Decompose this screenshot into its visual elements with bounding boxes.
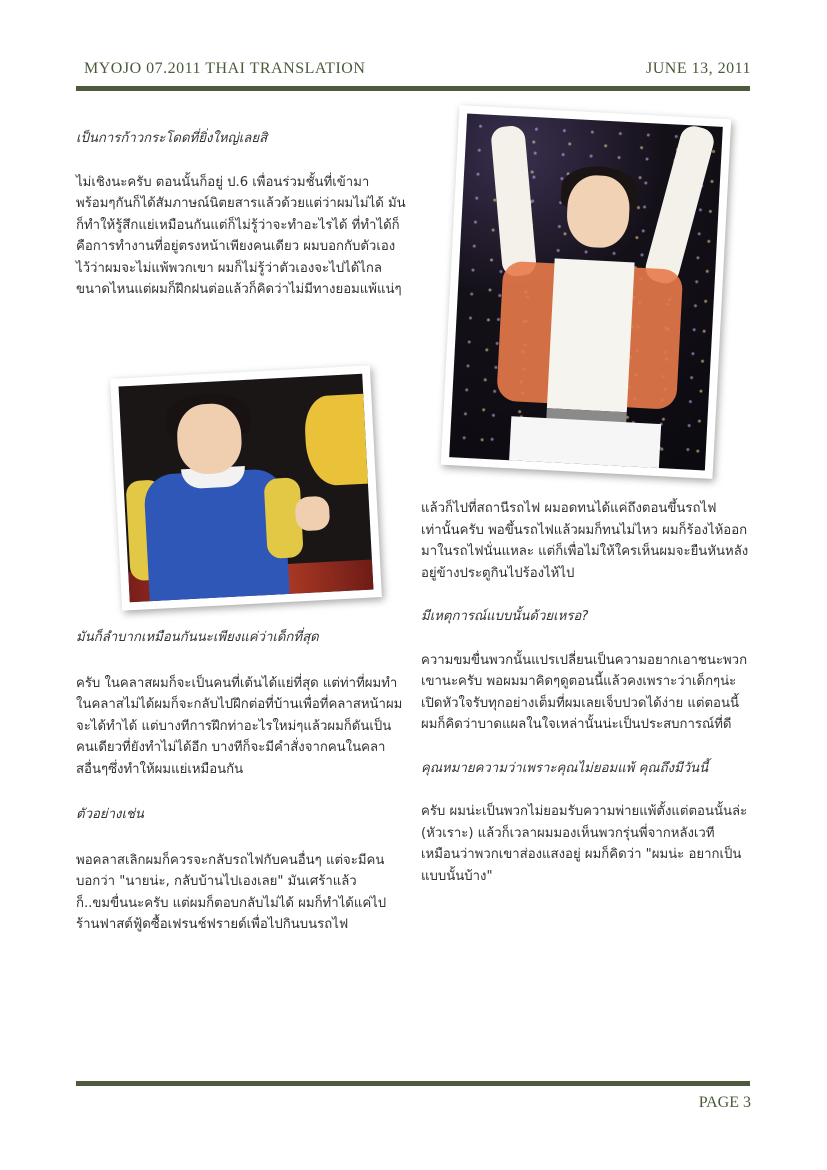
answer-4: ความขมขื่นพวกนั้นแปรเปลี่ยนเป็นความอยากเอาชนะพวกเขานะครับ พอผมมาคิดๆดูตอนนี้แล้วคงเพราะว่าเด็กๆน่ะเปิดหัวใจรับทุกอย่างเต็มที่ผมเลยเจ็บปวดได้ง่าย แต่ตอนนี้ผมก็คิดว่าบาดแผลในใจเหล่านั้นน่ะเป็นประสบการณ์ที่ดี bbox=[421, 652, 748, 732]
photo-white-shirt bbox=[547, 258, 635, 412]
photo-jacket-performance bbox=[110, 365, 382, 610]
answer-3: พอคลาสเลิกผมก็ควรจะกลับรถไฟกับคนอื่นๆ แต่จะมีคนบอกว่า "นายน่ะ, กลับบ้านไปเองเลย" มันเศร้าแล้วก็..ขมขื่นนะครับ แต่ผมก็ตอบกลับไม่ได้ ผมก็ทำได้แค่ไปร้านฟาสต์ฟู้ดซื้อเฟรนช์ฟรายด์เพื่อไปกินบนรถไฟ bbox=[76, 852, 387, 932]
answer-2: ครับ ในคลาสผมก็จะเป็นคนที่เต้นได้แย่ที่สุด แต่ท่าที่ผมทำในคลาสไม่ได้ผมก็จะกลับไปฝึกต่อที่บ้านเพื่อที่คลาสหน้าผมจะได้ทำได้ แต่บางทีการฝึกท่าอะไรใหม่ๆแล้วผมก็ดันเป็นคนเดียวที่ยังทำไม่ได้อีก บางทีก็จะมีคำสั่งจากคนในคลาสอื่นๆซึ่งทำให้ผมแย่เหมือนกัน bbox=[76, 675, 403, 777]
left-column-bottom bbox=[76, 627, 406, 936]
right-column bbox=[421, 498, 753, 887]
answer-5: ครับ ผมน่ะเป็นพวกไม่ยอมรับความพ่ายแพ้ตั้งแต่ตอนนั้นล่ะ (หัวเราะ) แล้วก็เวลาผมมองเห็นพวกรุ่นพี่จากหลังเวทีเหมือนว่าพวกเขาส่องแสงอยู่ ผมก็คิดว่า "ผมน่ะ อยากเป็นแบบนั้นบ้าง" bbox=[421, 804, 748, 884]
answer-1: ไม่เชิงนะครับ ตอนนั้นก็อยู่ ป.6 เพื่อนร่วมชั้นที่เข้ามาพร้อมๆกันก็ได้สัมภาษณ์นิตยสารแล้วด้วยแต่ว่าผมไม่ได้ มันก็ทำให้รู้สึกแย่เหมือนกันแต่ก็ไม่รู้ว่าจะทำอะไรได้ ที่ทำได้ก็คือการทำงานที่อยู่ตรงหน้าเพียงคนเดียว ผมบอกกับตัวเองไว้ว่าผมจะไม่แพ้พวกเขา ผมก็ไม่รู้ว่าตัวเองจะไปได้ไกลขนาดไหนแต่ผมก็ฝึกฝนต่อแล้วก็คิดว่าไม่มีทางยอมแพ้แน่ๆ bbox=[76, 174, 406, 297]
footer-rule bbox=[76, 1081, 750, 1086]
question-4: มีเหตุการณ์แบบนั้นด้วยเหรอ? bbox=[421, 609, 589, 624]
photo-face bbox=[176, 402, 244, 475]
question-1: เป็นการก้าวกระโดดที่ยิ่งใหญ่เลยสิ bbox=[76, 131, 268, 146]
photo-jacket-image bbox=[119, 374, 374, 602]
header-date: JUNE 13, 2011 bbox=[645, 60, 751, 77]
header-magazine-title: MYOJO 07.2011 THAI TRANSLATION bbox=[84, 60, 366, 77]
photo-arms-raised-performance bbox=[441, 105, 731, 479]
question-5: คุณหมายความว่าเพราะคุณไม่ยอมแพ้ คุณถึงมีวันนี้ bbox=[421, 760, 709, 776]
question-2: มันก็ลำบากเหมือนกันนะเพียงแค่ว่าเด็กที่สุด bbox=[76, 630, 319, 645]
photo-pants bbox=[508, 416, 661, 470]
question-3: ตัวอย่างเช่น bbox=[76, 807, 144, 822]
photo-yellow-prop bbox=[303, 394, 368, 487]
page-number: PAGE 3 bbox=[698, 1094, 751, 1111]
left-column-top bbox=[76, 128, 406, 301]
photo-arms-raised-image bbox=[449, 114, 723, 471]
header-rule bbox=[76, 86, 750, 91]
photo-hand bbox=[295, 496, 331, 532]
answer-continued: แล้วก็ไปที่สถานีรถไฟ ผมอดทนได้แค่ถึงตอนขึ้นรถไฟเท่านั้นครับ พอขึ้นรถไฟแล้วผมก็ทนไม่ไหว ผมก็ร้องไห้ออกมาในรถไฟนั่นแหละ แต่ก็เพื่อไม่ให้ใครเห็นผมจะยืนหันหลังอยู่ข้างประตูกินไปร้องไห้ไป bbox=[421, 501, 749, 581]
